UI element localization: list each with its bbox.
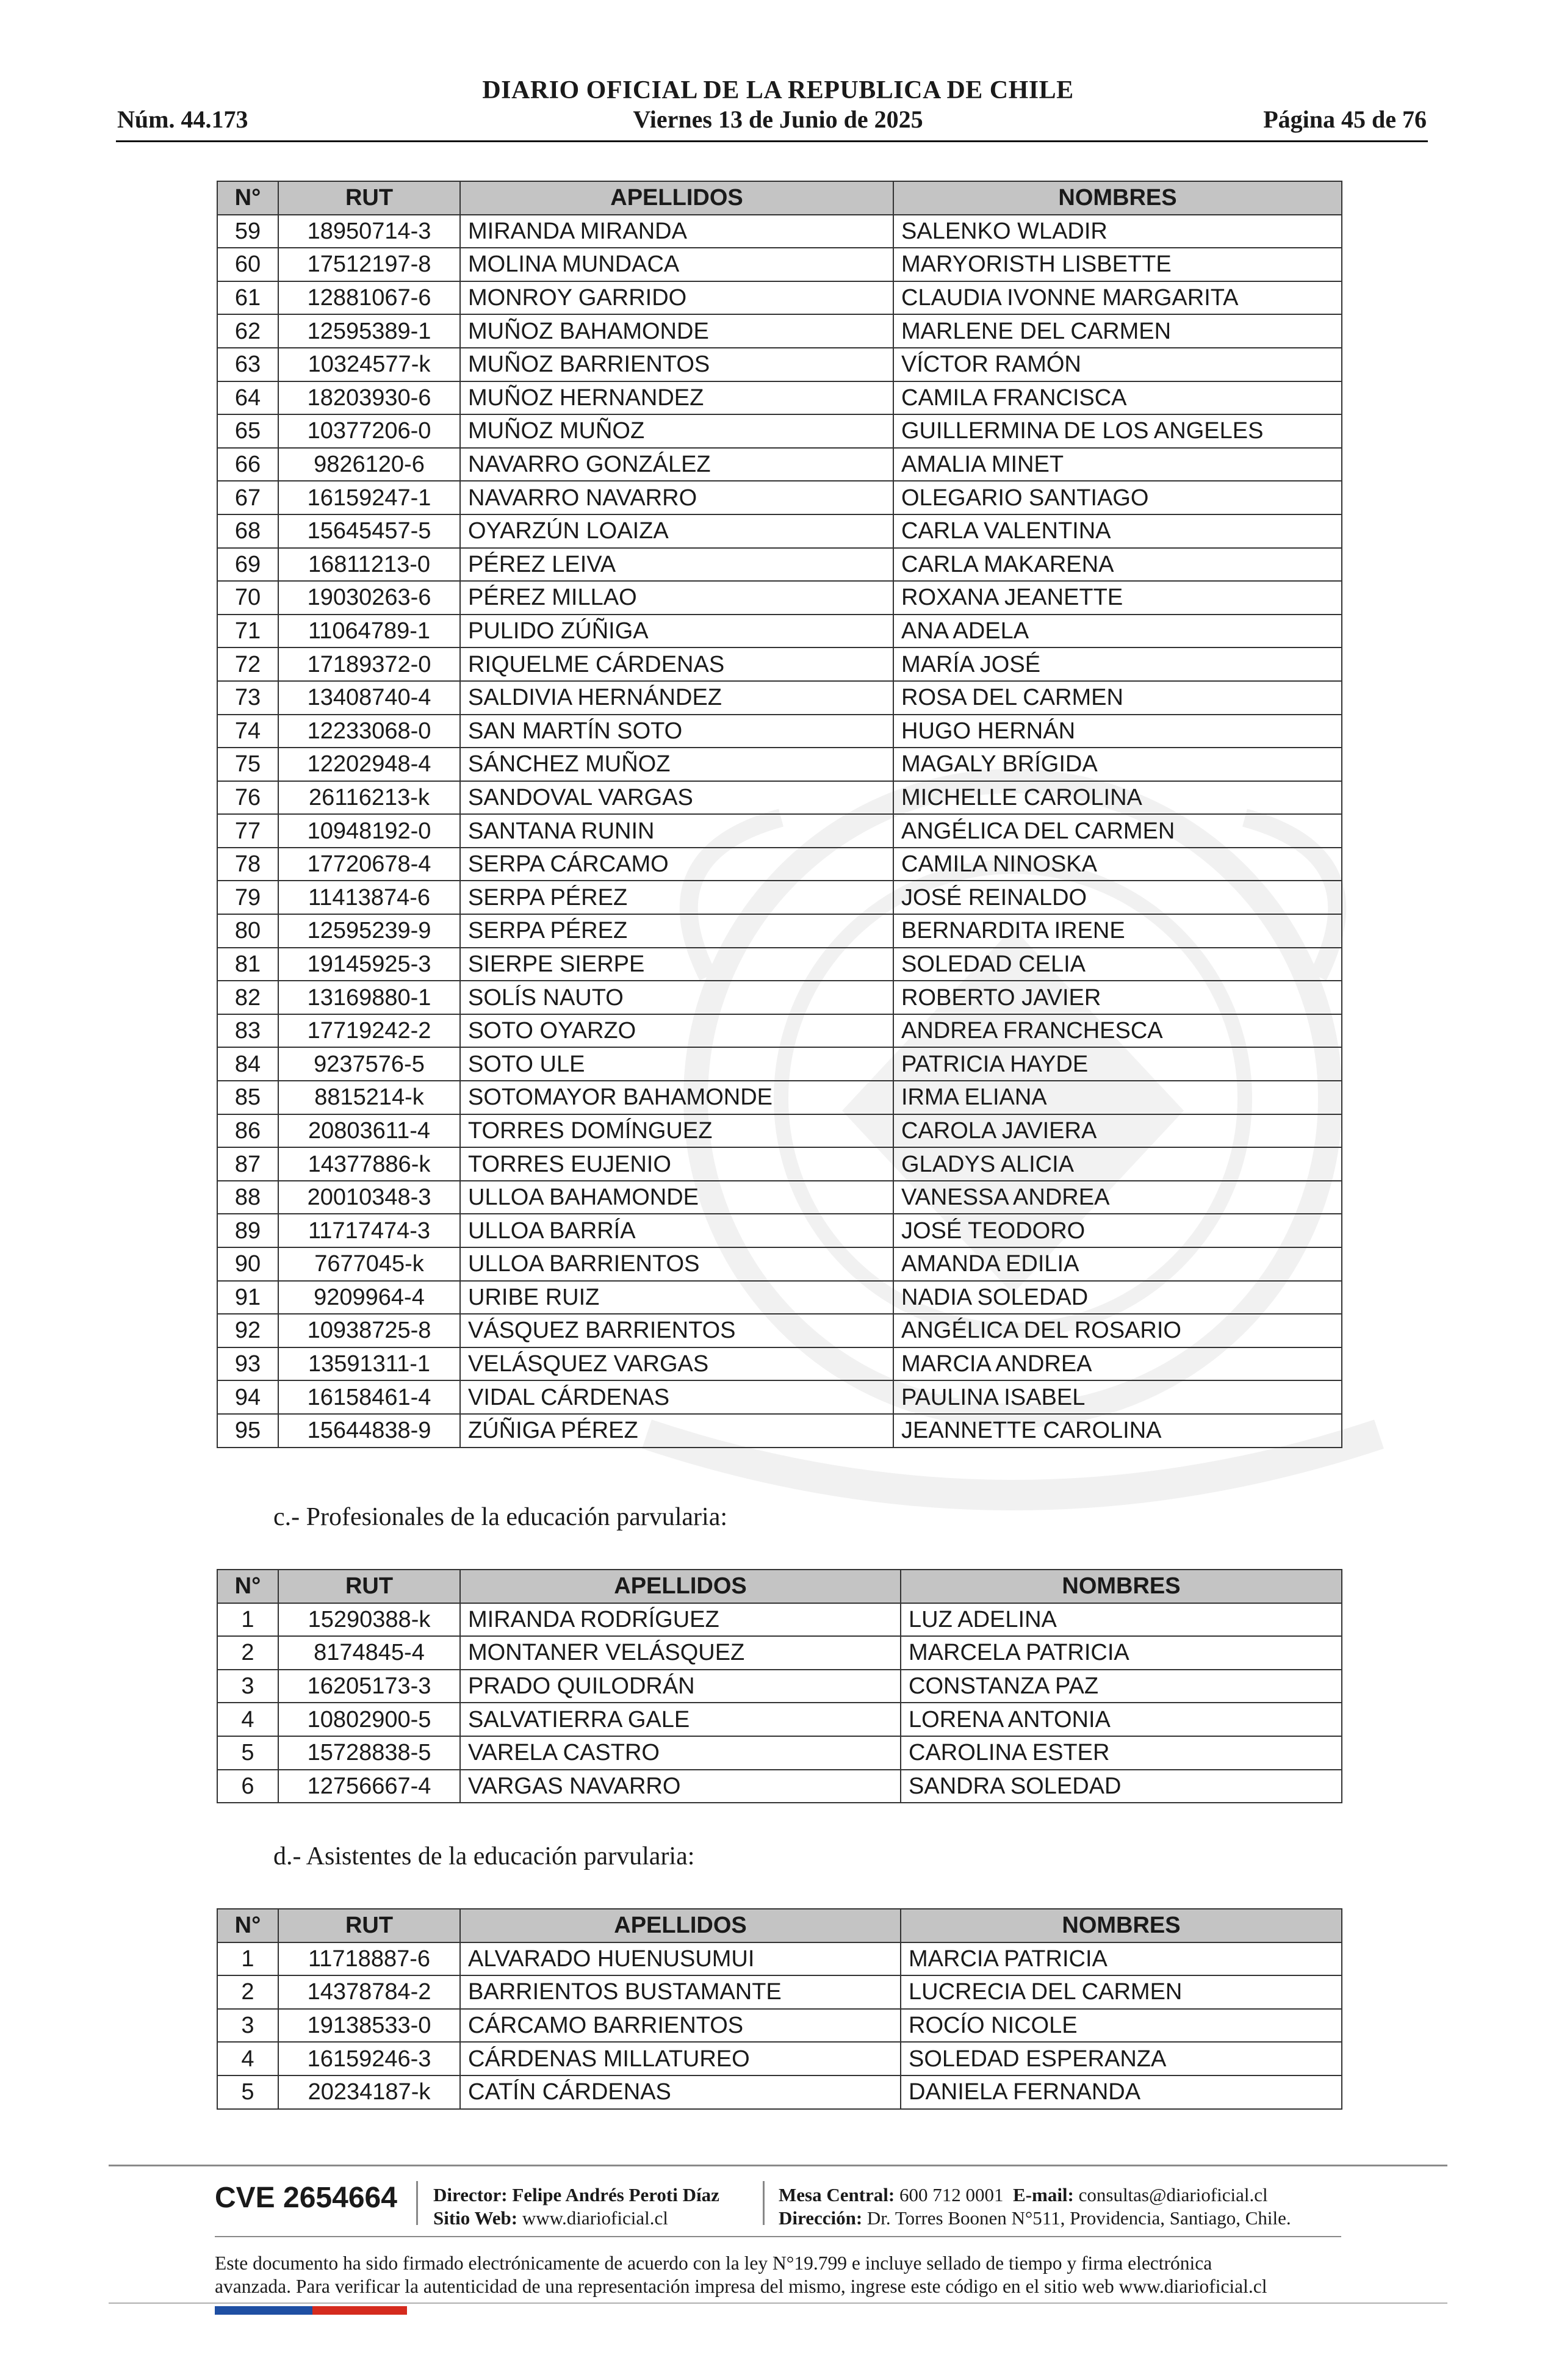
table-body [217,1603,1342,1803]
cell-number: 73 [217,681,278,715]
cell-rut: 12881067-6 [278,281,460,315]
table-row [217,1380,1342,1414]
cell-surnames: SANDOVAL VARGAS [460,781,893,815]
cell-surnames: PRADO QUILODRÁN [460,1670,901,1703]
cell-surnames: VARELA CASTRO [460,1736,901,1770]
cell-number: 91 [217,1281,278,1314]
cell-rut: 16205173-3 [278,1670,460,1703]
legal-notice [215,2252,1341,2298]
cell-number: 74 [217,715,278,748]
issue-date: Viernes 13 de Junio de 2025 [633,106,923,133]
cell-names: PATRICIA HAYDE [893,1047,1342,1081]
table-row [217,548,1342,582]
col-header-rut: RUT [278,1909,460,1942]
cell-rut: 10948192-0 [278,814,460,848]
legal-line: Este documento ha sido firmado electrónicamente de acuerdo con la ley N°19.799 e incluye sellado de tiempo y firma electrónica [215,2252,1212,2274]
cell-surnames: ULLOA BARRIENTOS [460,1247,893,1281]
cell-surnames: SALDIVIA HERNÁNDEZ [460,681,893,715]
table-row [217,715,1342,748]
cell-rut: 19030263-6 [278,581,460,615]
cell-rut: 10377206-0 [278,414,460,448]
cell-names: CAMILA NINOSKA [893,848,1342,881]
cell-surnames: VIDAL CÁRDENAS [460,1380,893,1414]
footer-divider [109,2302,1447,2304]
table-row [217,314,1342,348]
cell-surnames: SERPA CÁRCAMO [460,848,893,881]
cell-number: 95 [217,1414,278,1448]
table-row [217,1414,1342,1448]
table-row [217,1114,1342,1148]
cell-rut: 18203930-6 [278,381,460,415]
table-row [217,1281,1342,1314]
cell-number: 81 [217,948,278,981]
table-row [217,1736,1342,1770]
cell-rut: 17720678-4 [278,848,460,881]
section-heading-parvularia-assistants: d.- Asistentes de la educación parvularia: [273,1842,695,1870]
cell-names: HUGO HERNÁN [893,715,1342,748]
cell-number: 4 [217,1703,278,1736]
flag-stripe-blue [215,2306,312,2315]
table-row [217,248,1342,281]
cell-surnames: NAVARRO NAVARRO [460,481,893,514]
cell-number: 59 [217,215,278,248]
cell-surnames: CÁRDENAS MILLATUREO [460,2042,901,2075]
col-header-surnames: APELLIDOS [460,1570,901,1603]
cell-surnames: MUÑOZ HERNANDEZ [460,381,893,415]
cell-surnames: SANTANA RUNIN [460,814,893,848]
flag-stripe-red [312,2306,407,2315]
col-header-number: N° [217,181,278,215]
col-header-rut: RUT [278,181,460,215]
cell-number: 90 [217,1247,278,1281]
cell-names: LORENA ANTONIA [901,1703,1342,1736]
cell-rut: 8815214-k [278,1081,460,1114]
cell-rut: 15644838-9 [278,1414,460,1448]
cell-number: 77 [217,814,278,848]
table-header-row [217,1570,1342,1603]
cell-surnames: ALVARADO HUENUSUMUI [460,1942,901,1976]
table-row [217,681,1342,715]
cell-number: 64 [217,381,278,415]
cell-names: JOSÉ TEODORO [893,1214,1342,1247]
cell-rut: 19138533-0 [278,2009,460,2043]
cell-number: 94 [217,1380,278,1414]
col-header-names: NOMBRES [901,1909,1342,1942]
col-header-number: N° [217,1909,278,1942]
cell-surnames: VÁSQUEZ BARRIENTOS [460,1314,893,1347]
table-row [217,581,1342,615]
cell-number: 92 [217,1314,278,1347]
cell-rut: 10802900-5 [278,1703,460,1736]
cell-surnames: SOTO OYARZO [460,1014,893,1048]
table-row [217,914,1342,948]
cell-number: 61 [217,281,278,315]
cell-surnames: SIERPE SIERPE [460,948,893,981]
cell-rut: 12756667-4 [278,1770,460,1803]
cell-number: 5 [217,1736,278,1770]
cell-number: 2 [217,1975,278,2009]
cell-names: CAROLINA ESTER [901,1736,1342,1770]
cell-names: GUILLERMINA DE LOS ANGELES [893,414,1342,448]
cell-number: 65 [217,414,278,448]
cell-rut: 10938725-8 [278,1314,460,1347]
cell-rut: 12595389-1 [278,314,460,348]
cell-names: GLADYS ALICIA [893,1147,1342,1181]
table-row [217,1347,1342,1381]
col-header-rut: RUT [278,1570,460,1603]
cell-surnames: SOTO ULE [460,1047,893,1081]
cell-rut: 7677045-k [278,1247,460,1281]
cell-names: SANDRA SOLEDAD [901,1770,1342,1803]
table-row [217,514,1342,548]
cell-surnames: NAVARRO GONZÁLEZ [460,448,893,481]
cell-number: 5 [217,2075,278,2109]
cell-number: 2 [217,1636,278,1670]
cell-number: 1 [217,1603,278,1637]
cell-surnames: MONROY GARRIDO [460,281,893,315]
cell-surnames: ZÚÑIGA PÉREZ [460,1414,893,1448]
col-header-number: N° [217,1570,278,1603]
table-header-row [217,1909,1342,1942]
cell-surnames: MUÑOZ BAHAMONDE [460,314,893,348]
table-row [217,1770,1342,1803]
table-row [217,1014,1342,1048]
cell-number: 83 [217,1014,278,1048]
cell-rut: 19145925-3 [278,948,460,981]
cell-names: AMANDA EDILIA [893,1247,1342,1281]
table-row [217,1703,1342,1736]
table-row [217,448,1342,481]
footer-separator [763,2181,765,2225]
cell-number: 87 [217,1147,278,1181]
cell-surnames: SALVATIERRA GALE [460,1703,901,1736]
cell-names: ROSA DEL CARMEN [893,681,1342,715]
staff-table-continued [217,181,1342,1448]
cell-number: 3 [217,1670,278,1703]
table-header-row [217,181,1342,215]
cell-rut: 12595239-9 [278,914,460,948]
cell-surnames: PÉREZ MILLAO [460,581,893,615]
table-row [217,814,1342,848]
cell-rut: 15645457-5 [278,514,460,548]
cell-rut: 13169880-1 [278,981,460,1014]
cell-names: AMALIA MINET [893,448,1342,481]
cell-names: MARYORISTH LISBETTE [893,248,1342,281]
phone-label: Mesa Central: [779,2184,895,2205]
cell-surnames: MIRANDA MIRANDA [460,215,893,248]
table-row [217,748,1342,781]
cell-number: 69 [217,548,278,582]
director-label: Director: [433,2184,508,2205]
cell-names: MARLENE DEL CARMEN [893,314,1342,348]
cell-rut: 11413874-6 [278,881,460,914]
cell-names: MARCIA PATRICIA [901,1942,1342,1976]
table-row [217,1181,1342,1214]
cell-surnames: URIBE RUIZ [460,1281,893,1314]
cell-surnames: MUÑOZ BARRIENTOS [460,348,893,381]
footer-divider [109,2165,1447,2166]
cell-surnames: TORRES DOMÍNGUEZ [460,1114,893,1148]
cell-names: ROBERTO JAVIER [893,981,1342,1014]
footer-divider [215,2236,1341,2237]
col-header-names: NOMBRES [893,181,1342,215]
cell-rut: 20234187-k [278,2075,460,2109]
table-row [217,881,1342,914]
cell-names: CLAUDIA IVONNE MARGARITA [893,281,1342,315]
table-row [217,981,1342,1014]
cell-rut: 15290388-k [278,1603,460,1637]
table-row [217,481,1342,514]
cell-rut: 17512197-8 [278,248,460,281]
cell-surnames: ULLOA BAHAMONDE [460,1181,893,1214]
cell-rut: 17189372-0 [278,647,460,681]
header-divider [116,140,1428,142]
cell-rut: 11718887-6 [278,1942,460,1976]
table-row [217,1636,1342,1670]
footer-contact-block [779,2183,1291,2230]
cve-code: CVE 2654664 [215,2182,397,2214]
cell-rut: 17719242-2 [278,1014,460,1048]
cell-rut: 13408740-4 [278,681,460,715]
table-row [217,414,1342,448]
cell-rut: 15728838-5 [278,1736,460,1770]
email-label: E-mail: [1013,2184,1074,2205]
cell-names: MAGALY BRÍGIDA [893,748,1342,781]
cell-number: 75 [217,748,278,781]
cell-surnames: SAN MARTÍN SOTO [460,715,893,748]
legal-line: avanzada. Para verificar la autenticidad de una representación impresa del mismo, ingrese este código en el sitio web www.diarioficial.cl [215,2276,1267,2297]
table-row [217,1942,1342,1976]
cell-rut: 11064789-1 [278,615,460,648]
cell-number: 71 [217,615,278,648]
cell-rut: 16158461-4 [278,1380,460,1414]
table-row [217,948,1342,981]
cell-rut: 9209964-4 [278,1281,460,1314]
cell-surnames: OYARZÚN LOAIZA [460,514,893,548]
cell-names: BERNARDITA IRENE [893,914,1342,948]
cell-names: LUZ ADELINA [901,1603,1342,1637]
parvularia-assistants-table [217,1908,1342,2110]
table-row [217,1047,1342,1081]
cell-names: MARCELA PATRICIA [901,1636,1342,1670]
cell-rut: 13591311-1 [278,1347,460,1381]
cell-surnames: VARGAS NAVARRO [460,1770,901,1803]
table-row [217,1670,1342,1703]
cell-number: 66 [217,448,278,481]
table-row [217,2009,1342,2043]
cell-surnames: SÁNCHEZ MUÑOZ [460,748,893,781]
cell-surnames: TORRES EUJENIO [460,1147,893,1181]
cell-names: JOSÉ REINALDO [893,881,1342,914]
cell-rut: 16159247-1 [278,481,460,514]
cell-number: 72 [217,647,278,681]
address-text: Dr. Torres Boonen N°511, Providencia, Santiago, Chile. [866,2207,1291,2229]
table-row [217,381,1342,415]
cell-number: 3 [217,2009,278,2043]
cell-number: 1 [217,1942,278,1976]
cell-names: SOLEDAD ESPERANZA [901,2042,1342,2075]
cell-number: 93 [217,1347,278,1381]
cell-rut: 12233068-0 [278,715,460,748]
cell-rut: 14378784-2 [278,1975,460,2009]
cell-surnames: MIRANDA RODRÍGUEZ [460,1603,901,1637]
cell-names: VÍCTOR RAMÓN [893,348,1342,381]
cell-number: 84 [217,1047,278,1081]
cell-rut: 9237576-5 [278,1047,460,1081]
section-heading-parvularia-professionals: c.- Profesionales de la educación parvularia: [273,1503,728,1531]
table-row [217,1081,1342,1114]
cell-names: ROCÍO NICOLE [901,2009,1342,2043]
cell-names: MARÍA JOSÉ [893,647,1342,681]
table-row [217,348,1342,381]
cell-rut: 18950714-3 [278,215,460,248]
cell-number: 6 [217,1770,278,1803]
cell-rut: 26116213-k [278,781,460,815]
cell-number: 4 [217,2042,278,2075]
table-row [217,1975,1342,2009]
table-row [217,1147,1342,1181]
cell-rut: 12202948-4 [278,748,460,781]
col-header-surnames: APELLIDOS [460,1909,901,1942]
cell-number: 85 [217,1081,278,1114]
table-row [217,281,1342,315]
page-indicator: Página 45 de 76 [1263,106,1427,133]
cell-surnames: ULLOA BARRÍA [460,1214,893,1247]
website-label: Sitio Web: [433,2207,518,2229]
table-body [217,1942,1342,2109]
cell-number: 78 [217,848,278,881]
table-row [217,1603,1342,1637]
cell-number: 63 [217,348,278,381]
cell-number: 88 [217,1181,278,1214]
cell-names: CAROLA JAVIERA [893,1114,1342,1148]
cell-surnames: CATÍN CÁRDENAS [460,2075,901,2109]
cell-names: CARLA MAKARENA [893,548,1342,582]
cell-names: SALENKO WLADIR [893,215,1342,248]
table-row [217,215,1342,248]
cell-rut: 16811213-0 [278,548,460,582]
cell-rut: 8174845-4 [278,1636,460,1670]
issue-number: Núm. 44.173 [117,106,248,133]
cell-rut: 11717474-3 [278,1214,460,1247]
cell-names: CONSTANZA PAZ [901,1670,1342,1703]
cell-rut: 20010348-3 [278,1181,460,1214]
cell-names: PAULINA ISABEL [893,1380,1342,1414]
cell-surnames: SERPA PÉREZ [460,881,893,914]
cell-number: 62 [217,314,278,348]
col-header-names: NOMBRES [901,1570,1342,1603]
table-row [217,2075,1342,2109]
cell-surnames: PULIDO ZÚÑIGA [460,615,893,648]
cell-number: 60 [217,248,278,281]
director-name: Felipe Andrés Peroti Díaz [512,2184,719,2205]
table-row [217,647,1342,681]
cell-names: IRMA ELIANA [893,1081,1342,1114]
cell-names: LUCRECIA DEL CARMEN [901,1975,1342,2009]
cell-names: JEANNETTE CAROLINA [893,1414,1342,1448]
cell-surnames: SERPA PÉREZ [460,914,893,948]
table-row [217,615,1342,648]
cell-surnames: CÁRCAMO BARRIENTOS [460,2009,901,2043]
website-link[interactable]: www.diarioficial.cl [522,2207,668,2229]
footer-director-block [433,2183,719,2230]
cell-number: 82 [217,981,278,1014]
cell-surnames: VELÁSQUEZ VARGAS [460,1347,893,1381]
cell-names: ANDREA FRANCHESCA [893,1014,1342,1048]
cell-number: 79 [217,881,278,914]
newspaper-title: DIARIO OFICIAL DE LA REPUBLICA DE CHILE [482,76,1074,104]
table-row [217,2042,1342,2075]
cell-names: ROXANA JEANETTE [893,581,1342,615]
cell-number: 86 [217,1114,278,1148]
cell-names: CARLA VALENTINA [893,514,1342,548]
cell-surnames: MUÑOZ MUÑOZ [460,414,893,448]
cell-surnames: RIQUELME CÁRDENAS [460,647,893,681]
cell-number: 89 [217,1214,278,1247]
phone-number: 600 712 0001 [899,2184,1004,2205]
cell-number: 70 [217,581,278,615]
cell-rut: 10324577-k [278,348,460,381]
cell-names: ANGÉLICA DEL CARMEN [893,814,1342,848]
cell-number: 67 [217,481,278,514]
cell-surnames: MONTANER VELÁSQUEZ [460,1636,901,1670]
cell-names: ANA ADELA [893,615,1342,648]
table-row [217,1214,1342,1247]
table-row [217,1247,1342,1281]
cell-number: 76 [217,781,278,815]
cell-number: 68 [217,514,278,548]
cell-names: OLEGARIO SANTIAGO [893,481,1342,514]
cell-rut: 20803611-4 [278,1114,460,1148]
cell-rut: 16159246-3 [278,2042,460,2075]
cell-names: ANGÉLICA DEL ROSARIO [893,1314,1342,1347]
cell-rut: 9826120-6 [278,448,460,481]
footer-separator [416,2181,418,2225]
cell-rut: 14377886-k [278,1147,460,1181]
cell-names: CAMILA FRANCISCA [893,381,1342,415]
address-label: Dirección: [779,2207,863,2229]
cell-names: MICHELLE CAROLINA [893,781,1342,815]
table-row [217,1314,1342,1347]
cell-names: VANESSA ANDREA [893,1181,1342,1214]
cell-surnames: SOTOMAYOR BAHAMONDE [460,1081,893,1114]
cell-names: SOLEDAD CELIA [893,948,1342,981]
cell-number: 80 [217,914,278,948]
col-header-surnames: APELLIDOS [460,181,893,215]
cell-surnames: PÉREZ LEIVA [460,548,893,582]
email-link[interactable]: consultas@diarioficial.cl [1078,2184,1268,2205]
parvularia-professionals-table [217,1569,1342,1803]
cell-names: MARCIA ANDREA [893,1347,1342,1381]
table-row [217,781,1342,815]
table-body [217,215,1342,1448]
cell-names: DANIELA FERNANDA [901,2075,1342,2109]
cell-surnames: SOLÍS NAUTO [460,981,893,1014]
cell-surnames: BARRIENTOS BUSTAMANTE [460,1975,901,2009]
cell-surnames: MOLINA MUNDACA [460,248,893,281]
cell-names: NADIA SOLEDAD [893,1281,1342,1314]
table-row [217,848,1342,881]
